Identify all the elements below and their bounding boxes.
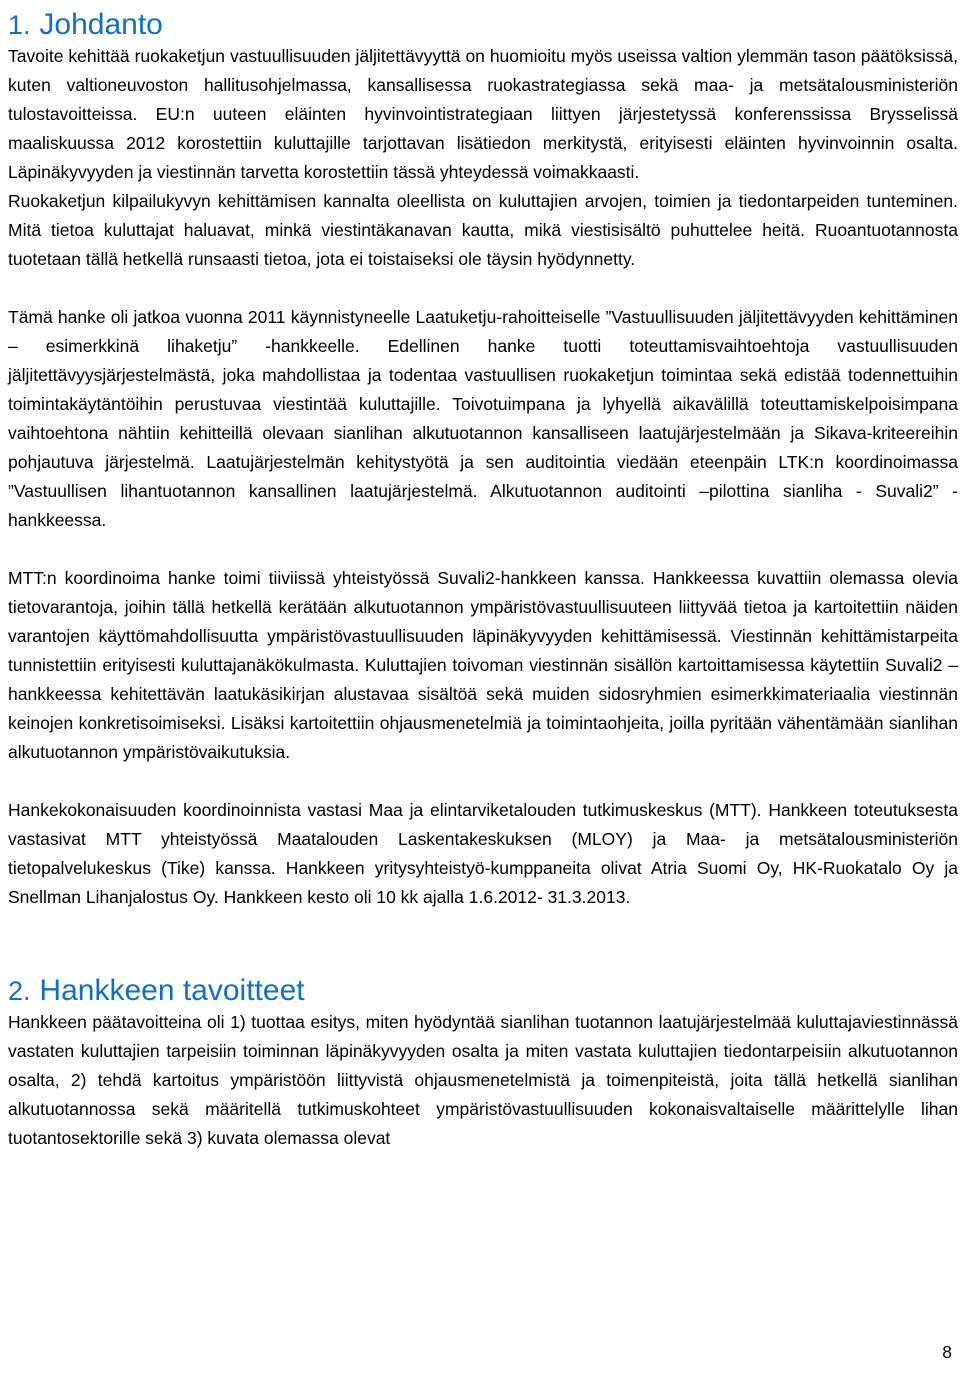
section-1-number: 1. xyxy=(8,10,31,40)
page-number: 8 xyxy=(942,1342,952,1362)
section-1-title: Johdanto xyxy=(39,8,163,41)
paragraph: Tämä hanke oli jatkoa vuonna 2011 käynnistyneelle Laatuketju-rahoitteiselle ”Vastuullisuuden jäljitettävyyden kehittäminen – esimerkkinä lihaketju” -hankkeelle. Edellinen hanke tuotti toteuttamisvaihtoehtoja vastuullisuuden jäljitettävyysjärjestelmästä, joka mahdollistaa ja todentaa vastuullisen ruokaketjun toimintaa sekä edistää todennettuihin toimintakäytäntöihin perustuvaa viestintää kuluttajille. Toivotuimpana ja lyhyellä aikavälillä toteuttamiskelpoisimpana vaihtoehtona nähtiin kehitteillä olevaan sianlihan alkutuotannon kansalliseen laatujärjestelmään ja Sikava-kriteereihin pohjautuva järjestelmä. Laatujärjestelmän kehitystyötä ja sen auditointia viedään eteenpäin LTK:n koordinoimassa ”Vastuullisen lihantuotannon kansallinen laatujärjestelmä. Alkutuotannon auditointi –pilottina sianliha - Suvali2” -hankkeessa. xyxy=(8,307,958,530)
section-1-heading xyxy=(8,4,958,42)
document-page xyxy=(8,0,958,1153)
paragraph: Hankekokonaisuuden koordinoinnista vastasi Maa ja elintarviketalouden tutkimuskeskus (MTT). Hankkeen toteutuksesta vastasivat MTT yhteistyössä Maatalouden Laskentakeskuksen (MLOY) ja Maa- ja metsätalousministeriön tietopalvelukeskus (Tike) kanssa. Hankkeen yritysyhteistyö-kumppaneita olivat Atria Suomi Oy, HK-Ruokatalo Oy ja Snellman Lihanjalostus Oy. Hankkeen kesto oli 10 kk ajalla 1.6.2012- 31.3.2013. xyxy=(8,800,958,907)
paragraph: Ruokaketjun kilpailukyvyn kehittämisen kannalta oleellista on kuluttajien arvojen, toimien ja tiedontarpeiden tunteminen. Mitä tietoa kuluttajat haluavat, minkä viestintäkanavan kautta, mikä viestisisältö puhuttelee heitä. Ruoantuotannosta tuotetaan tällä hetkellä runsaasti tietoa, jota ei toistaiseksi ole täysin hyödynnetty. xyxy=(8,191,958,269)
paragraph: Hankkeen päätavoitteina oli 1) tuottaa esitys, miten hyödyntää sianlihan tuotannon laatujärjestelmää kuluttajaviestinnässä vastaten kuluttajien tarpeisiin toiminnan läpinäkyvyyden osalta ja miten vastata kuluttajien tiedontarpeisiin alkutuotannon osalta, 2) tehdä kartoitus ympäristöön liittyvistä ohjausmenetelmistä ja toimenpiteistä, joita tällä hetkellä sianlihan alkutuotannossa sekä määritellä tutkimuskohteet ympäristövastuullisuuden kokonaisvaltaiselle määrittelylle lihan tuotantosektorille sekä 3) kuvata olemassa olevat xyxy=(8,1012,958,1148)
paragraph-gap xyxy=(8,767,958,796)
paragraph: Tavoite kehittää ruokaketjun vastuullisuuden jäljitettävyyttä on huomioitu myös useissa valtion ylemmän tason päätöksissä, kuten valtioneuvoston hallitusohjelmassa, kansallisessa ruokastrategiassa sekä maa- ja metsätalousministeriön tulostavoitteissa. EU:n uuteen eläinten hyvinvointistrategiaan liittyen järjestetyssä konferenssissa Brysselissä maaliskuussa 2012 korostettiin kuluttajille tarjottavan lisätiedon merkitystä, erityisesti eläinten hyvinvoinnin osalta. Läpinäkyvyyden ja viestinnän tarvetta korostettiin tässä yhteydessä voimakkaasti. xyxy=(8,46,958,182)
section-2-heading xyxy=(8,970,958,1008)
section-gap xyxy=(8,912,958,970)
paragraph-gap xyxy=(8,274,958,303)
section-2-title: Hankkeen tavoitteet xyxy=(39,974,305,1007)
section-2-number: 2. xyxy=(8,976,31,1006)
paragraph: MTT:n koordinoima hanke toimi tiiviissä yhteistyössä Suvali2-hankkeen kanssa. Hankkeessa kuvattiin olemassa olevia tietovarantoja, joihin tällä hetkellä kerätään alkutuotannon ympäristövastuullisuuteen liittyvää tietoa ja kartoitettiin näiden varantojen käyttömahdollisuutta ympäristövastuullisuuden läpinäkyvyyden kehittämisessä. Viestinnän kehittämistarpeita tunnistettiin erityisesti kuluttajanäkökulmasta. Kuluttajien toivoman viestinnän sisällön kartoittamisessa käytettiin Suvali2 –hankkeessa kehitettävän laatukäsikirjan alustavaa sisältöä sekä muiden sidosryhmien esimerkkimateriaalia viestinnän keinojen konkretisoimiseksi. Lisäksi kartoitettiin ohjausmenetelmiä ja toimintaohjeita, joilla pyritään vähentämään sianlihan alkutuotannon ympäristövaikutuksia. xyxy=(8,568,958,762)
paragraph-gap xyxy=(8,535,958,564)
